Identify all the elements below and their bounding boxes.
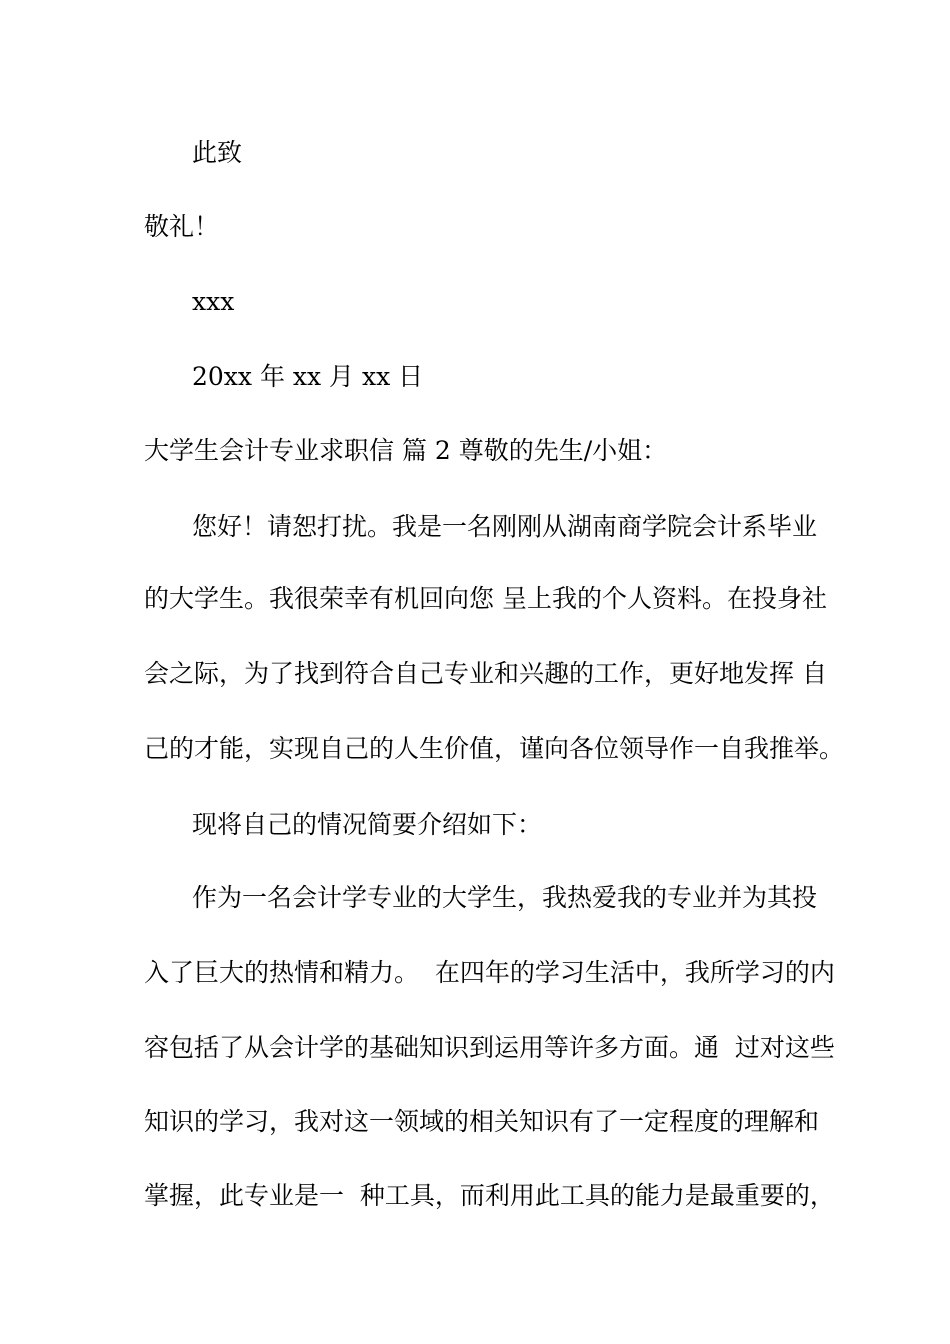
paragraph-line: 掌握，此专业是一 种工具，而利用此工具的能力是最重要的，: [144, 1181, 835, 1210]
paragraph-line: 的大学生。我很荣幸有机回向您 呈上我的个人资料。在投身社: [144, 584, 827, 613]
paragraph-line: 您好！请恕打扰。我是一名刚刚从湖南商学院会计系毕业: [192, 512, 818, 541]
closing-regards: 敬礼！: [144, 212, 220, 241]
paragraph-line: 入了巨大的热情和精力。 在四年的学习生活中，我所学习的内: [144, 958, 835, 987]
paragraph-line: 知识的学习，我对这一领域的相关知识有了一定程度的理解和: [144, 1107, 820, 1136]
signature: xxx: [192, 287, 235, 316]
section-heading: 大学生会计专业求职信 篇 2 尊敬的先生/小姐：: [144, 436, 668, 465]
paragraph-line: 现将自己的情况简要介绍如下：: [192, 810, 543, 839]
letter-date: 20xx 年 xx 月 xx 日: [192, 362, 424, 391]
closing-salutation: 此致: [192, 138, 243, 167]
paragraph-line: 容包括了从会计学的基础知识到运用等许多方面。通 过对这些: [144, 1033, 835, 1062]
paragraph-line: 会之际，为了找到符合自己专业和兴趣的工作，更好地发挥 自: [144, 659, 827, 688]
paragraph-line: 己的才能，实现自己的人生价值，谨向各位领导作一自我推举。: [144, 734, 845, 763]
paragraph-line: 作为一名会计学专业的大学生，我热爱我的专业并为其投: [192, 883, 818, 912]
